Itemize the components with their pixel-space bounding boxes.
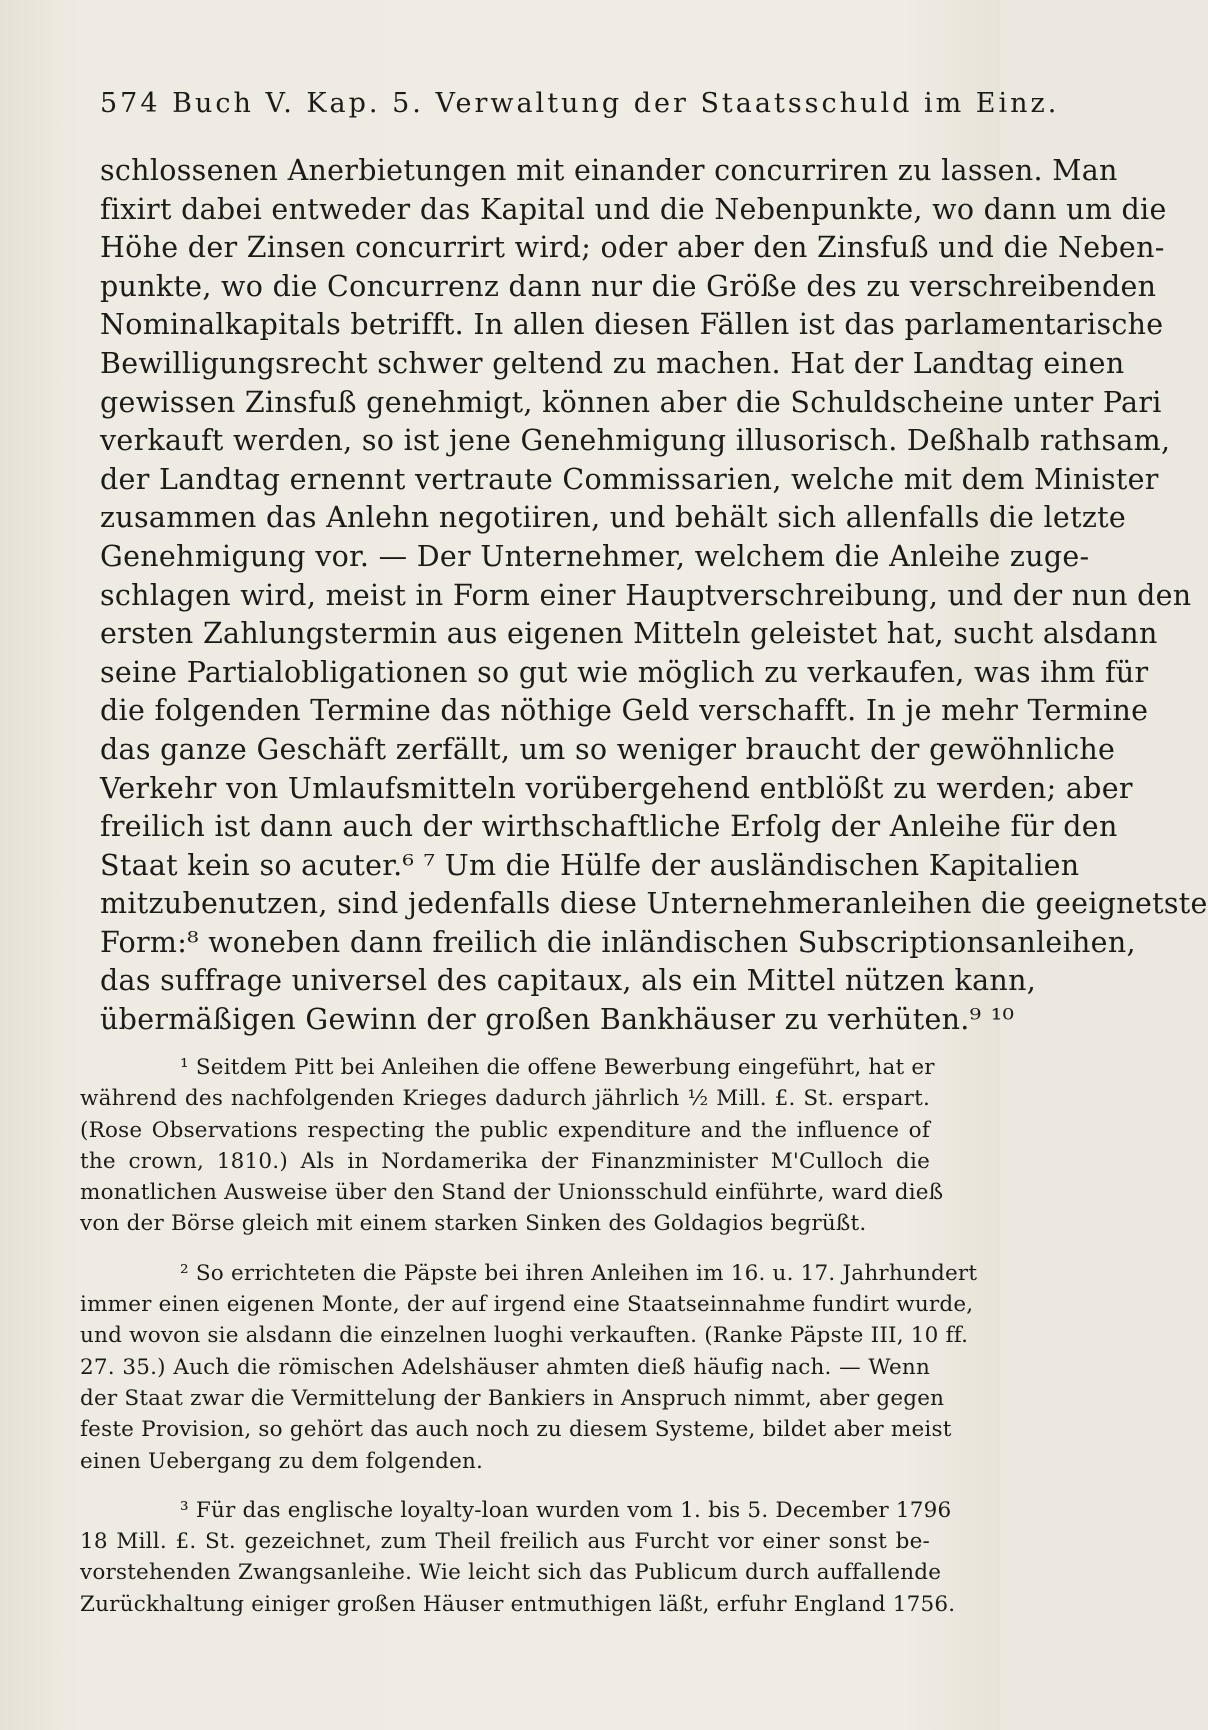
text-line: die folgenden Termine das nöthige Geld verschafft. In je mehr Termine <box>100 694 1149 728</box>
footnote-line: monatlichen Ausweise über den Stand der Unionsschuld einführte, ward dieß <box>80 1180 944 1206</box>
text-line: gewissen Zinsfuß genehmigt, können aber die Schuldscheine unter Pari <box>100 385 1162 419</box>
running-header: 574 Buch V. Kap. 5. Verwaltung der Staatsschuld im Einz. <box>100 88 1060 119</box>
footnote <box>80 1495 956 1620</box>
text-line: ersten Zahlungstermin aus eigenen Mitteln geleistet hat, sucht alsdann <box>100 617 1158 651</box>
footnotes <box>80 1052 978 1638</box>
footnote-line: immer einen eigenen Monte, der auf irgend eine Staatseinnahme fundirt wurde, <box>80 1292 974 1318</box>
text-line: der Landtag ernennt vertraute Commissarien, welche mit dem Minister <box>100 462 1159 496</box>
text-line: zusammen das Anlehn negotiiren, und behält sich allenfalls die letzte <box>100 501 1127 535</box>
footnote-line: und wovon sie alsdann die einzelnen luoghi verkauften. (Ranke Päpste III, 10 ff. <box>80 1323 969 1349</box>
footnote-line: ³ Für das englische loyalty-loan wurden vom 1. bis 5. December 1796 <box>180 1497 952 1523</box>
text-line: übermäßigen Gewinn der großen Bankhäuser zu verhüten.⁹ ¹⁰ <box>100 1003 1015 1037</box>
text-line: Bewilligungsrecht schwer geltend zu machen. Hat der Landtag einen <box>100 346 1125 380</box>
text-line: seine Partialobligationen so gut wie möglich zu verkaufen, was ihm für <box>100 655 1149 689</box>
text-line: freilich ist dann auch der wirthschaftliche Erfolg der Anleihe für den <box>100 810 1118 844</box>
main-text <box>100 152 1208 1040</box>
footnote-line: (Rose Observations respecting the public expenditure and the influence of <box>80 1117 930 1143</box>
text-line: schlagen wird, meist in Form einer Hauptverschreibung, und der nun den <box>100 578 1192 612</box>
footnote-line: 18 Mill. £. St. gezeichnet, zum Theil freilich aus Furcht vor einer sonst be- <box>80 1529 930 1555</box>
text-line: Verkehr von Umlaufsmitteln vorübergehend entblößt zu werden; aber <box>100 771 1133 805</box>
text-line: fixirt dabei entweder das Kapital und die Nebenpunkte, wo dann um die <box>100 192 1167 226</box>
footnote-line: 27. 35.) Auch die römischen Adelshäuser ahmten dieß häufig nach. — Wenn <box>80 1354 930 1380</box>
footnote-line: Zurückhaltung einiger großen Häuser entmuthigen läßt, erfuhr England 1756. <box>80 1591 956 1617</box>
text-line: Höhe der Zinsen concurrirt wird; oder aber den Zinsfuß und die Neben- <box>100 231 1165 265</box>
text-line: Staat kein so acuter.⁶ ⁷ Um die Hülfe der ausländischen Kapitalien <box>100 848 1080 882</box>
footnote-line: vorstehenden Zwangsanleihe. Wie leicht sich das Publicum durch auffallende <box>80 1560 942 1586</box>
text-line: Form:⁸ woneben dann freilich die inländischen Subscriptionsanleihen, <box>100 925 1136 959</box>
footnote-line: feste Provision, so gehört das auch noch zu diesem Systeme, bildet aber meist <box>80 1417 952 1443</box>
text-line: mitzubenutzen, sind jedenfalls diese Unternehmeranleihen die geeignetste <box>100 887 1208 921</box>
footnote-line: einen Uebergang zu dem folgenden. <box>80 1448 484 1474</box>
footnote-line: the crown, 1810.) Als in Nordamerika der Finanzminister M'Culloch die <box>80 1148 930 1174</box>
footnote-line: während des nachfolgenden Krieges dadurch jährlich ½ Mill. £. St. erspart. <box>80 1086 930 1112</box>
text-line: verkauft werden, so ist jene Genehmigung illusorisch. Deßhalb rathsam, <box>100 424 1171 458</box>
text-line: Nominalkapitals betrifft. In allen diesen Fällen ist das parlamentarische <box>100 308 1164 342</box>
footnote-line: ¹ Seitdem Pitt bei Anleihen die offene Bewerbung eingeführt, hat er <box>180 1055 935 1080</box>
footnote <box>80 1258 978 1477</box>
text-line: schlossenen Anerbietungen mit einander concurriren zu lassen. Man <box>100 154 1118 187</box>
footnote <box>80 1052 944 1240</box>
text-line: punkte, wo die Concurrenz dann nur die Größe des zu verschreibenden <box>100 269 1157 303</box>
footnote-line: ² So errichteten die Päpste bei ihren Anleihen im 16. u. 17. Jahrhundert <box>180 1260 978 1286</box>
text-line: das ganze Geschäft zerfällt, um so weniger braucht der gewöhnliche <box>100 732 1116 766</box>
text-line: Genehmigung vor. — Der Unternehmer, welchem die Anleihe zuge- <box>100 539 1090 573</box>
footnote-line: von der Börse gleich mit einem starken Sinken des Goldagios begrüßt. <box>80 1211 867 1237</box>
text-line: das suffrage universel des capitaux, als ein Mittel nützen kann, <box>100 964 1037 998</box>
footnote-line: der Staat zwar die Vermittelung der Bankiers in Anspruch nimmt, aber gegen <box>80 1385 945 1411</box>
